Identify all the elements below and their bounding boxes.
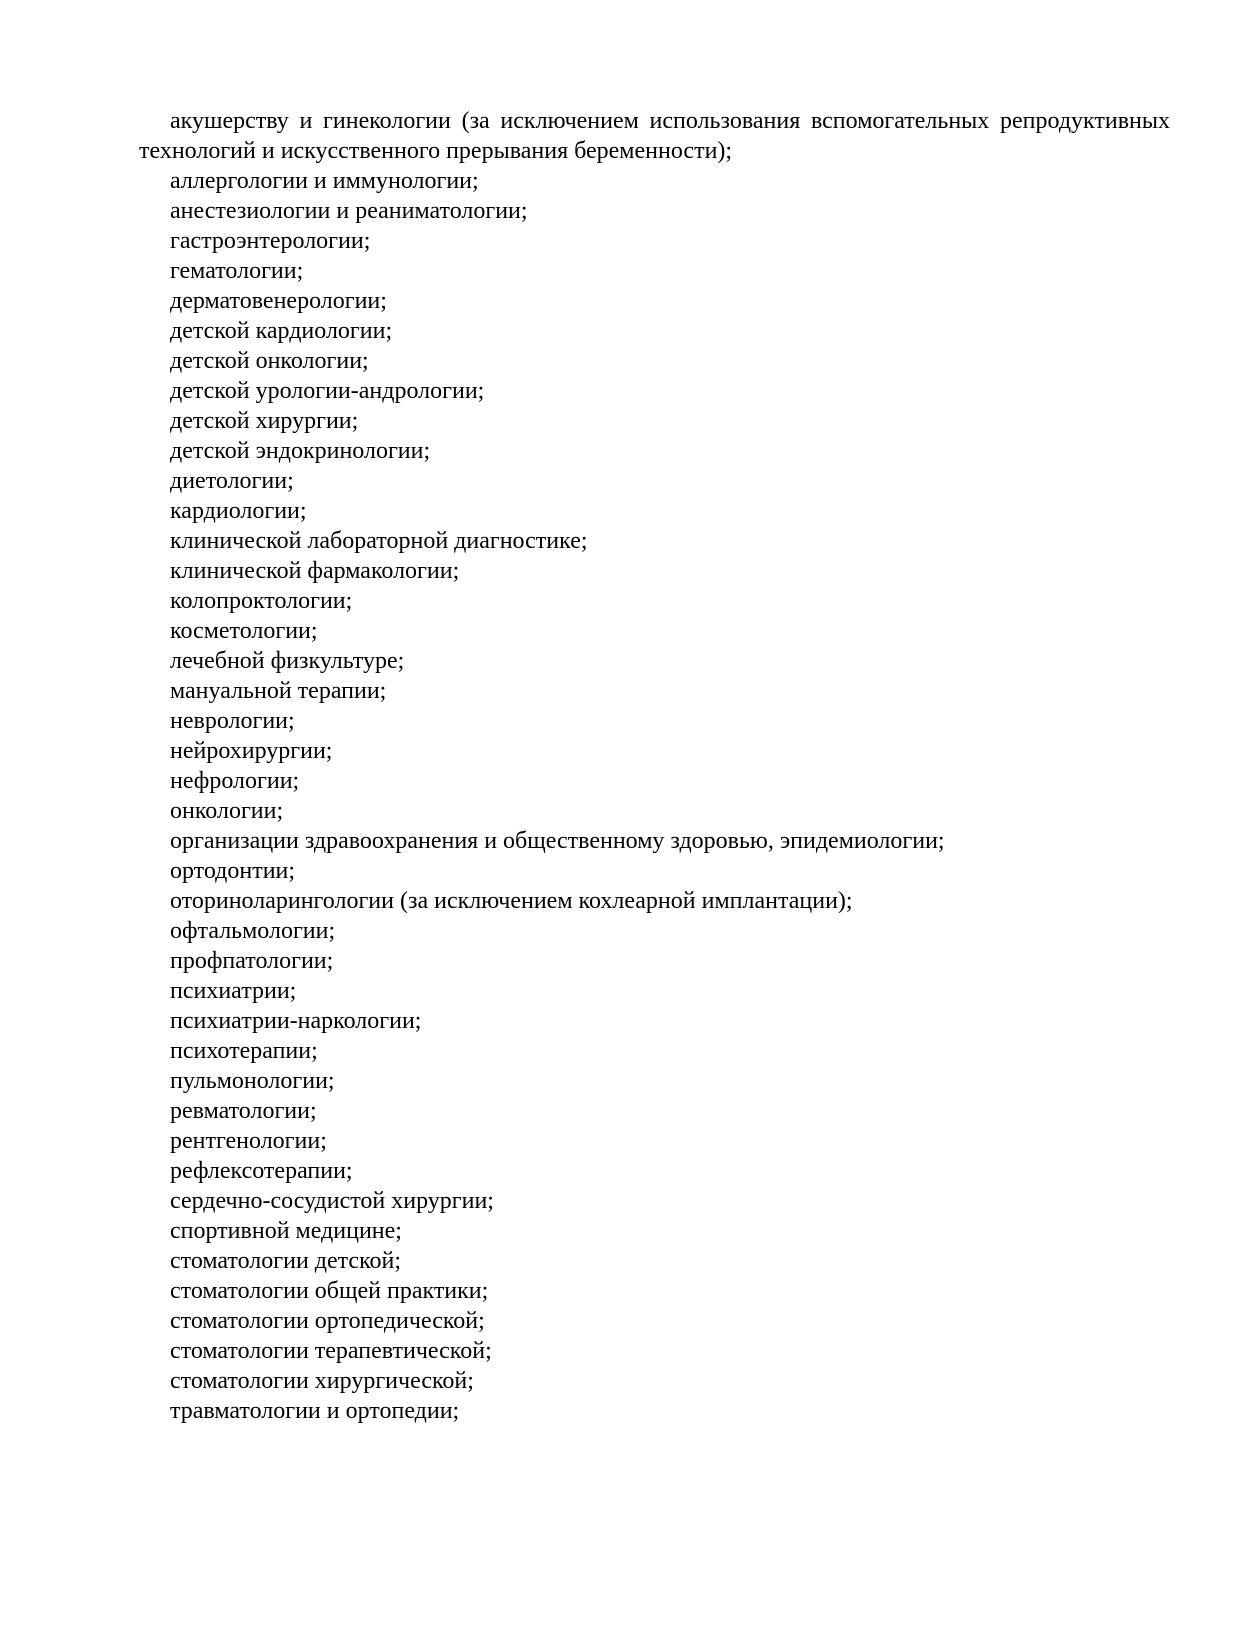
list-item: лечебной физкультуре; [170,648,405,674]
list-item: ревматологии; [170,1098,317,1124]
list-item: организации здравоохранения и общественному здоровью, эпидемиологии; [170,828,945,854]
list-item: оториноларингологии (за исключением кохлеарной имплантации); [170,888,853,914]
list-item: психиатрии; [170,978,297,1004]
list-item: мануальной терапии; [170,678,387,704]
list-item: акушерству и гинекологии (за исключением использования вспомогательных репродуктивных технологий и искусственного прерывания беременности); [139,108,1170,164]
list-item: офтальмологии; [170,918,336,944]
list-item: дерматовенерологии; [170,288,387,314]
list-item: гематологии; [170,258,304,284]
list-item: колопроктологии; [170,588,353,614]
list-item: анестезиологии и реаниматологии; [170,198,528,224]
list-item: травматологии и ортопедии; [170,1398,460,1424]
list-item: спортивной медицине; [170,1218,402,1244]
specialties-list [139,106,1170,1426]
list-item: кардиологии; [170,498,307,524]
list-item: психотерапии; [170,1038,318,1064]
list-item: сердечно-сосудистой хирургии; [170,1188,494,1214]
list-item: стоматологии терапевтической; [170,1338,492,1364]
list-item: детской кардиологии; [170,318,393,344]
list-item: диетологии; [170,468,294,494]
list-item: гастроэнтерологии; [170,228,371,254]
list-item: психиатрии-наркологии; [170,1008,422,1034]
list-item: клинической фармакологии; [170,558,460,584]
list-item: детской эндокринологии; [170,438,431,464]
list-item: нефрологии; [170,768,300,794]
list-item: детской урологии-андрологии; [170,378,485,404]
list-item: ортодонтии; [170,858,296,884]
list-item: стоматологии ортопедической; [170,1308,485,1334]
list-item: рефлексотерапии; [170,1158,353,1184]
list-item: стоматологии хирургической; [170,1368,474,1394]
list-item: стоматологии общей практики; [170,1278,489,1304]
list-item: стоматологии детской; [170,1248,402,1274]
list-item: косметологии; [170,618,318,644]
list-item: профпатологии; [170,948,334,974]
list-item: неврологии; [170,708,295,734]
list-item: клинической лабораторной диагностике; [170,528,588,554]
list-item: онкологии; [170,798,284,824]
list-item: нейрохирургии; [170,738,333,764]
list-item: рентгенологии; [170,1128,327,1154]
list-item: детской хирургии; [170,408,359,434]
list-item: аллергологии и иммунологии; [170,168,479,194]
list-item: детской онкологии; [170,348,369,374]
list-item: пульмонологии; [170,1068,335,1094]
